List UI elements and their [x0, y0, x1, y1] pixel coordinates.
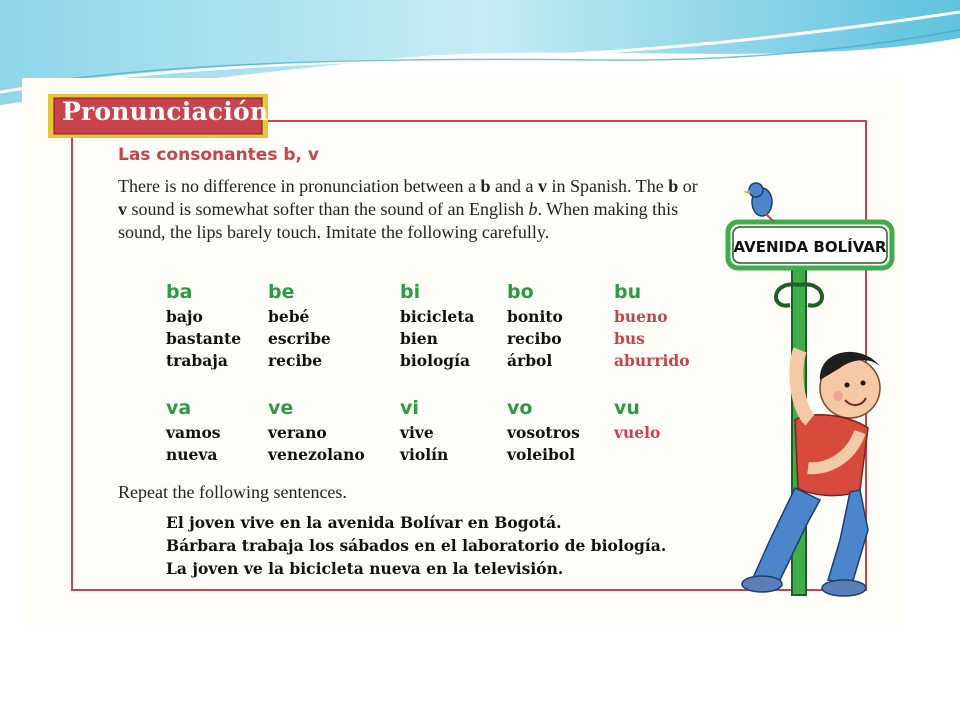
word: bebé — [268, 307, 310, 326]
word: vamos — [166, 423, 221, 442]
boy-with-street-sign-illustration — [700, 170, 900, 610]
sentence: Bárbara trabaja los sábados en el laboratorio de biología. — [166, 536, 667, 555]
word: violín — [400, 445, 449, 464]
syllable-heading: bu — [614, 281, 642, 303]
word: bajo — [166, 307, 203, 326]
word: aburrido — [614, 351, 690, 370]
column-bi — [400, 279, 474, 372]
word: recibo — [507, 329, 562, 348]
syllable-heading: va — [166, 397, 192, 419]
practice-sentences — [166, 511, 666, 580]
column-vi — [400, 395, 448, 466]
syllable-heading: vu — [614, 397, 640, 419]
page-title: Pronunciación — [62, 97, 269, 126]
word: venezolano — [268, 445, 365, 464]
syllable-heading: ba — [166, 281, 193, 303]
intro-paragraph: There is no difference in pronunciation between a b and a v in Spanish. The b or v sound is somewhat softer than the sound of an English b. When making this sound, the lips barely touch. Imitate the following carefully. — [118, 176, 698, 242]
street-sign-text: AVENIDA BOLÍVAR — [733, 238, 887, 256]
column-vo — [507, 395, 580, 466]
word: vive — [400, 423, 434, 442]
word: nueva — [166, 445, 218, 464]
word: biología — [400, 351, 471, 370]
section-subtitle: Las consonantes b, v — [118, 145, 319, 165]
column-va — [166, 395, 221, 466]
word: trabaja — [166, 351, 228, 370]
syllable-heading: bo — [507, 281, 534, 303]
word: bus — [614, 329, 645, 348]
column-be — [268, 279, 331, 372]
word: bonito — [507, 307, 563, 326]
column-bu — [614, 279, 690, 372]
syllable-heading: vi — [400, 397, 419, 419]
word: bueno — [614, 307, 668, 326]
column-bo — [507, 279, 563, 372]
word: vosotros — [507, 423, 580, 442]
word: bastante — [166, 329, 242, 348]
word: recibe — [268, 351, 323, 370]
syllable-heading: ve — [268, 397, 294, 419]
word: escribe — [268, 329, 331, 348]
column-ve — [268, 395, 365, 466]
word: voleibol — [507, 445, 576, 464]
syllable-heading: be — [268, 281, 295, 303]
word: árbol — [507, 351, 553, 370]
sentence: El joven vive en la avenida Bolívar en Bogotá. — [166, 513, 562, 532]
word: bicicleta — [400, 307, 475, 326]
column-ba — [166, 279, 241, 372]
word: vuelo — [614, 423, 661, 442]
word: verano — [268, 423, 327, 442]
sentence: La joven ve la bicicleta nueva en la televisión. — [166, 559, 564, 578]
syllable-heading: vo — [507, 397, 533, 419]
syllable-heading: bi — [400, 281, 421, 303]
repeat-instruction: Repeat the following sentences. — [118, 482, 347, 502]
column-vu — [614, 395, 660, 444]
word: bien — [400, 329, 438, 348]
